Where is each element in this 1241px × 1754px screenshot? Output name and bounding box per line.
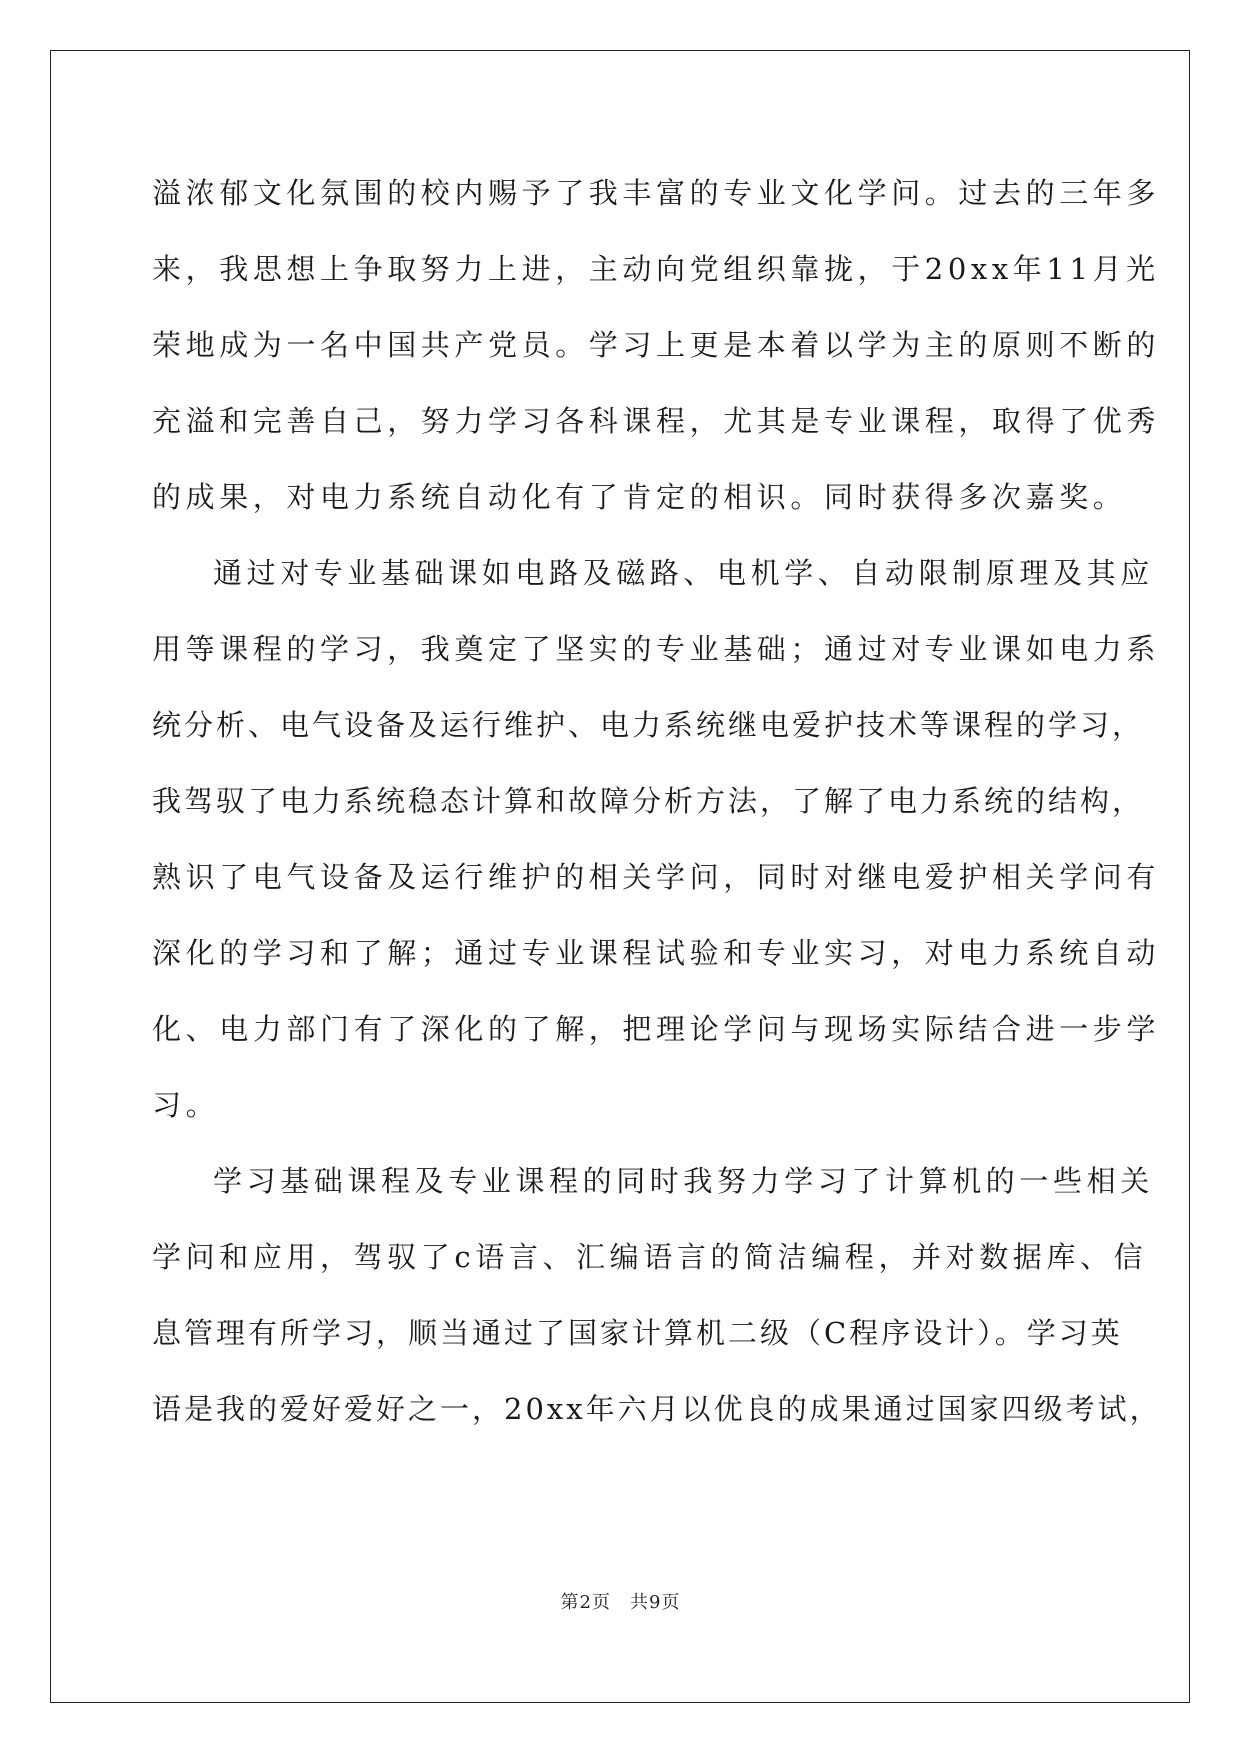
text-line: 深化的学习和了解；通过专业课程试验和专业实习，对电力系统自动 <box>152 936 1161 970</box>
text-line: 我驾驭了电力系统稳态计算和故障分析方法，了解了电力系统的结构， <box>152 784 1145 818</box>
text-line: 用等课程的学习，我奠定了坚实的专业基础；通过对专业课如电力系 <box>152 632 1161 666</box>
text-line: 息管理有所学习，顺当通过了国家计算机二级（C程序设计）。学习英 <box>152 1316 1123 1350</box>
text-line: 来，我思想上争取努力上进，主动向党组织靠拢，于20xx年11月光 <box>152 252 1160 286</box>
text-line: 充溢和完善自己，努力学习各科课程，尤其是专业课程，取得了优秀 <box>152 404 1161 438</box>
text-line: 习。 <box>152 1088 220 1122</box>
text-line: 语是我的爱好爱好之一，20xx年六月以优良的成果通过国家四级考试， <box>152 1392 1162 1426</box>
text-line: 学习基础课程及专业课程的同时我努力学习了计算机的一些相关 <box>213 1164 1154 1198</box>
text-line: 化、电力部门有了深化的了解，把理论学问与现场实际结合进一步学 <box>152 1012 1161 1046</box>
text-line: 学问和应用，驾驭了c语言、汇编语言的简洁编程，并对数据库、信 <box>152 1240 1148 1274</box>
text-line: 的成果，对电力系统自动化有了肯定的相识。同时获得多次嘉奖。 <box>152 480 1127 514</box>
page-number-footer: 第2页 共9页 <box>560 1592 681 1613</box>
text-line: 熟识了电气设备及运行维护的相关学问，同时对继电爱护相关学问有 <box>152 860 1161 894</box>
text-line: 溢浓郁文化氛围的校内赐予了我丰富的专业文化学问。过去的三年多 <box>152 176 1161 210</box>
text-line: 荣地成为一名中国共产党员。学习上更是本着以学为主的原则不断的 <box>152 328 1161 362</box>
document-body <box>152 155 1162 1447</box>
text-line: 通过对专业基础课如电路及磁路、电机学、自动限制原理及其应 <box>213 556 1154 590</box>
text-line: 统分析、电气设备及运行维护、电力系统继电爱护技术等课程的学习， <box>152 708 1145 742</box>
